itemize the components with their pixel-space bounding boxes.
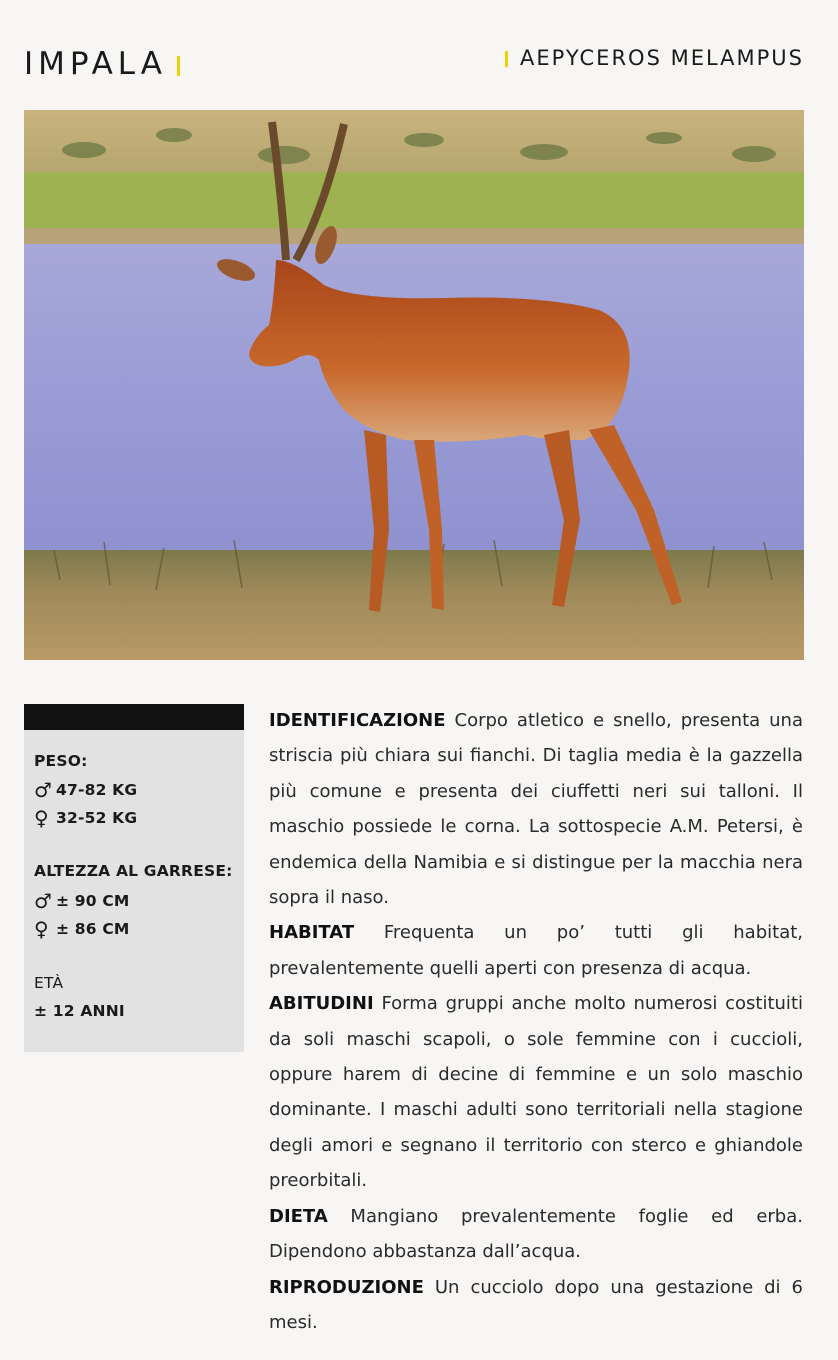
reproduction-body: Un cucciolo dopo una gestazione di 6 mesi. (269, 1276, 803, 1333)
reproduction-paragraph (269, 1270, 803, 1341)
height-male (34, 889, 130, 913)
weight-female-value: 32-52 KG (56, 809, 138, 827)
impala-photo (24, 110, 804, 660)
description-text (269, 703, 803, 1340)
title-accent-bar (177, 56, 180, 76)
identification-body: Corpo atletico e snello, presenta una striscia più chiara sui fianchi. Di taglia media è la gazzella più comune e presenta dei ciuffetti neri sui talloni. Il maschio possiede le corna. La sottospecie A.M. Petersi, è endemica della Namibia e si distingue per la macchia nera sopra il naso. (269, 710, 803, 909)
male-icon: ♂ (34, 778, 53, 802)
stats-box-header-bar (24, 704, 244, 730)
habitat-paragraph (269, 915, 803, 986)
page-title (24, 46, 180, 82)
scientific-name-header (505, 46, 804, 70)
height-female-value: ± 86 CM (56, 920, 130, 938)
height-male-value: ± 90 CM (56, 892, 130, 910)
identification-paragraph (269, 703, 803, 915)
weight-male (34, 778, 137, 802)
height-label: ALTEZZA AL GARRESE: (34, 862, 233, 880)
height-female (34, 917, 130, 941)
common-name: IMPALA (24, 46, 167, 82)
habitat-body: Frequenta un po’ tutti gli habitat, prevalentemente quelli aperti con presenza di acqua. (269, 922, 803, 979)
diet-heading: DIETA (269, 1205, 328, 1227)
male-icon: ♂ (34, 889, 53, 913)
age-value: ± 12 ANNI (34, 1002, 125, 1020)
behaviour-body: Forma gruppi anche molto numerosi costituiti da soli maschi scapoli, o sole femmine con i cuccioli, oppure harem di decine di femmine e un solo maschio dominante. I maschi adulti sono territoriali nella stagione degli amori e segnano il territorio con sterco e ghiandole preorbitali. (269, 993, 803, 1192)
reproduction-heading: RIPRODUZIONE (269, 1276, 424, 1298)
age-label: ETÀ (34, 974, 64, 992)
behaviour-paragraph (269, 986, 803, 1198)
habitat-heading: HABITAT (269, 922, 355, 944)
scientific-name: AEPYCEROS MELAMPUS (520, 46, 804, 70)
weight-female (34, 806, 137, 830)
diet-body: Mangiano prevalentemente foglie ed erba. Dipendono abbastanza dall’acqua. (269, 1205, 803, 1263)
identification-heading: IDENTIFICAZIONE (269, 710, 446, 731)
female-icon: ♀ (34, 917, 49, 941)
diet-paragraph (269, 1199, 803, 1270)
behaviour-heading: ABITUDINI (269, 993, 374, 1015)
stats-box (24, 704, 244, 1052)
scientific-accent-bar (505, 51, 508, 67)
weight-label: PESO: (34, 752, 88, 770)
female-icon: ♀ (34, 806, 49, 830)
weight-male-value: 47-82 KG (56, 781, 138, 799)
